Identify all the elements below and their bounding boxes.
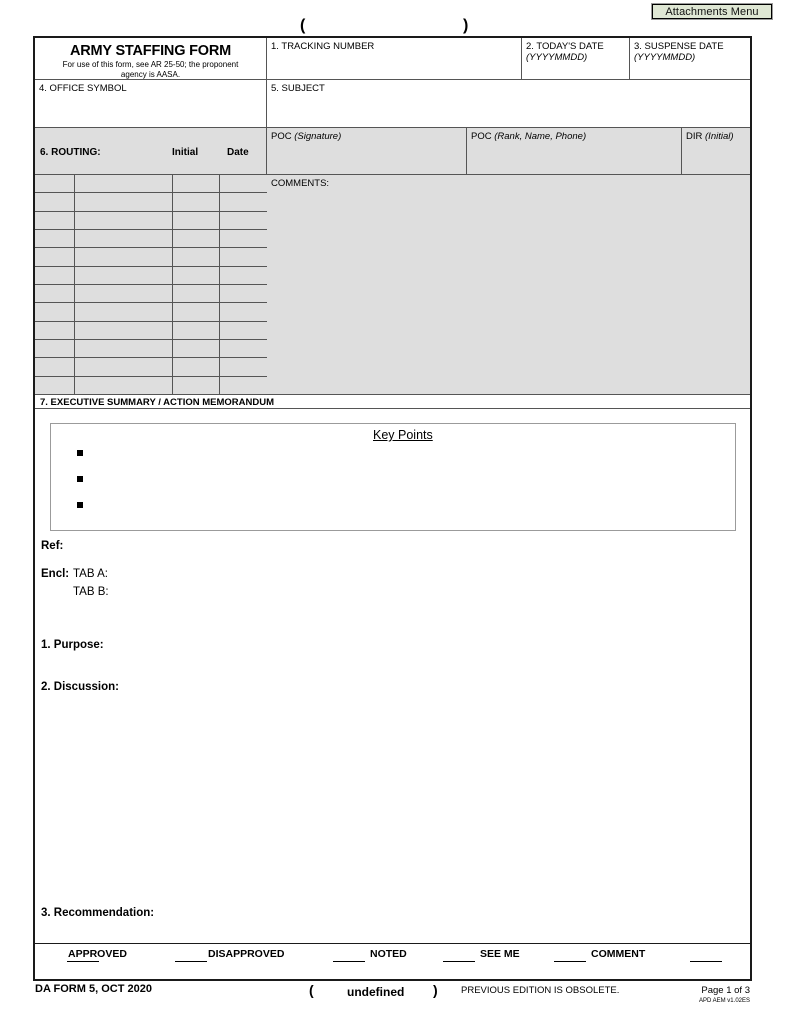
routing-cell[interactable]: [220, 193, 267, 210]
routing-cell[interactable]: [35, 212, 75, 229]
routing-cell[interactable]: [173, 175, 220, 192]
table-row: [35, 377, 267, 395]
field-poc-signature-label: [271, 131, 341, 142]
routing-cell[interactable]: [75, 358, 173, 375]
poc-signature-label-text: POC: [271, 131, 292, 142]
key-point-bullet: [77, 450, 83, 456]
army-staffing-form: [33, 36, 752, 981]
routing-header-label: 6. ROUTING:: [40, 147, 101, 158]
ref-label: Ref:: [41, 540, 64, 552]
routing-col-date-header: Date: [227, 147, 249, 158]
footer-version: APD AEM v1.02ES: [698, 998, 750, 1004]
form-title-subtext-line2: proponent agency is AASA.: [120, 60, 239, 79]
item-recommendation: 3. Recommendation:: [41, 907, 155, 919]
routing-header: [35, 128, 267, 175]
routing-cell[interactable]: [220, 358, 267, 375]
routing-cell[interactable]: [220, 377, 267, 394]
field-comments-label: COMMENTS:: [271, 178, 330, 189]
footer-paren-right: ): [433, 982, 438, 998]
routing-cell[interactable]: [35, 322, 75, 339]
footer-paren-left: (: [309, 982, 314, 998]
table-row: [35, 248, 267, 266]
routing-cell[interactable]: [75, 193, 173, 210]
routing-cell[interactable]: [35, 175, 75, 192]
routing-cell[interactable]: [173, 212, 220, 229]
field-poc-signature[interactable]: [267, 128, 467, 175]
routing-cell[interactable]: [220, 285, 267, 302]
comment-label: COMMENT: [591, 948, 646, 960]
field-comments[interactable]: [267, 175, 750, 395]
routing-cell[interactable]: [173, 285, 220, 302]
field-subject[interactable]: [267, 80, 750, 128]
routing-cell[interactable]: [35, 193, 75, 210]
field-suspense-date[interactable]: [630, 38, 750, 80]
field-suspense-date-label-text: 3. SUSPENSE DATE: [634, 41, 724, 52]
routing-cell[interactable]: [75, 175, 173, 192]
field-tracking-number-label: 1. TRACKING NUMBER: [271, 41, 375, 52]
routing-cell[interactable]: [75, 212, 173, 229]
routing-cell[interactable]: [75, 267, 173, 284]
field-suspense-date-hint: (YYYYMMDD): [634, 52, 696, 63]
footer-paren-value: undefined: [347, 985, 405, 999]
item-discussion: 2. Discussion:: [41, 681, 119, 693]
header-classification-parentheses: [33, 17, 752, 37]
routing-cell[interactable]: [173, 193, 220, 210]
form-title-subtext: [35, 60, 266, 80]
routing-cell[interactable]: [173, 267, 220, 284]
form-title-block: [35, 38, 267, 80]
key-point-bullet: [77, 502, 83, 508]
field-todays-date-label: [526, 41, 604, 63]
routing-cell[interactable]: [35, 340, 75, 357]
routing-cell[interactable]: [75, 230, 173, 247]
routing-cell[interactable]: [173, 230, 220, 247]
key-points-box[interactable]: [50, 423, 736, 531]
key-points-title: Key Points: [373, 428, 433, 442]
field-todays-date-hint: (YYYYMMDD): [526, 52, 588, 63]
dir-label-text: DIR: [686, 131, 703, 142]
approval-row: [35, 943, 750, 966]
routing-cell[interactable]: [220, 322, 267, 339]
footer-form-name: DA FORM 5, OCT 2020: [35, 983, 152, 995]
see-me-label: SEE ME: [480, 948, 520, 960]
poc-rank-label-text: POC: [471, 131, 492, 142]
table-row: [35, 358, 267, 376]
disapproved-label: DISAPPROVED: [208, 948, 285, 960]
key-point-bullet: [77, 476, 83, 482]
dir-hint: (Initial): [705, 131, 734, 142]
routing-cell[interactable]: [173, 322, 220, 339]
footer-page-number: Page 1 of 3: [701, 985, 750, 996]
routing-cell[interactable]: [75, 303, 173, 320]
routing-cell[interactable]: [35, 285, 75, 302]
field-dir-initial-label: [686, 131, 734, 142]
approved-label: APPROVED: [68, 948, 127, 960]
table-row: [35, 340, 267, 358]
field-office-symbol-label: 4. OFFICE SYMBOL: [39, 83, 127, 94]
routing-table: [35, 175, 267, 395]
routing-cell[interactable]: [75, 248, 173, 265]
routing-cell[interactable]: [75, 377, 173, 394]
poc-signature-hint: (Signature): [294, 131, 342, 142]
header-paren-left: (: [300, 17, 306, 34]
see-me-blank-line[interactable]: [443, 961, 475, 962]
noted-label: NOTED: [370, 948, 407, 960]
table-row: [35, 175, 267, 193]
field-poc-rank-label: [471, 131, 586, 142]
form-footer: [33, 983, 752, 1015]
field-dir-initial[interactable]: [682, 128, 750, 175]
table-row: [35, 285, 267, 303]
table-row: [35, 303, 267, 321]
routing-cell[interactable]: [220, 248, 267, 265]
disapproved-blank-line[interactable]: [175, 961, 207, 962]
field-tracking-number[interactable]: [267, 38, 522, 80]
routing-cell[interactable]: [173, 248, 220, 265]
routing-cell[interactable]: [220, 212, 267, 229]
routing-cell[interactable]: [35, 248, 75, 265]
poc-rank-hint: (Rank, Name, Phone): [494, 131, 587, 142]
noted-blank-line[interactable]: [333, 961, 365, 962]
header-paren-right: ): [463, 17, 469, 34]
approved-blank-line[interactable]: [67, 961, 99, 962]
routing-cell[interactable]: [35, 303, 75, 320]
routing-cell[interactable]: [220, 267, 267, 284]
routing-cell[interactable]: [75, 322, 173, 339]
section-7-label: 7. EXECUTIVE SUMMARY / ACTION MEMORANDUM: [40, 397, 274, 408]
item-purpose: 1. Purpose:: [41, 639, 104, 651]
routing-cell[interactable]: [75, 340, 173, 357]
routing-cell[interactable]: [75, 285, 173, 302]
routing-cell[interactable]: [220, 175, 267, 192]
encl-tab-a: TAB A:: [73, 568, 108, 580]
routing-cell[interactable]: [220, 303, 267, 320]
page-title: ARMY STAFFING FORM: [70, 43, 231, 59]
encl-tab-b: TAB B:: [73, 586, 109, 598]
routing-cell[interactable]: [35, 358, 75, 375]
table-row: [35, 193, 267, 211]
table-row: [35, 230, 267, 248]
field-subject-label: 5. SUBJECT: [271, 83, 325, 94]
routing-cell[interactable]: [220, 340, 267, 357]
routing-cell[interactable]: [173, 340, 220, 357]
table-row: [35, 212, 267, 230]
form-title-subtext-line1: For use of this form, see AR 25-50; the: [62, 60, 201, 69]
encl-label: Encl:: [41, 568, 70, 580]
routing-cell[interactable]: [35, 267, 75, 284]
routing-cell[interactable]: [173, 358, 220, 375]
routing-cell[interactable]: [35, 377, 75, 394]
routing-col-initial-header: Initial: [172, 147, 199, 158]
routing-cell[interactable]: [220, 230, 267, 247]
table-row: [35, 267, 267, 285]
field-todays-date-label-text: 2. TODAY'S DATE: [526, 41, 604, 52]
routing-cell[interactable]: [35, 230, 75, 247]
field-todays-date[interactable]: [522, 38, 630, 80]
routing-cell[interactable]: [173, 303, 220, 320]
field-poc-rank-name-phone[interactable]: [467, 128, 682, 175]
attachments-menu-button[interactable]: Attachments Menu: [652, 4, 772, 19]
trailing-blank-line[interactable]: [690, 961, 722, 962]
table-row: [35, 322, 267, 340]
routing-cell[interactable]: [173, 377, 220, 394]
section-7-body: [35, 409, 750, 943]
footer-previous-edition: PREVIOUS EDITION IS OBSOLETE.: [461, 985, 620, 996]
comment-blank-line[interactable]: [554, 961, 586, 962]
field-suspense-date-label: [634, 41, 724, 63]
section-7-header: [35, 395, 750, 409]
field-office-symbol[interactable]: [35, 80, 267, 128]
